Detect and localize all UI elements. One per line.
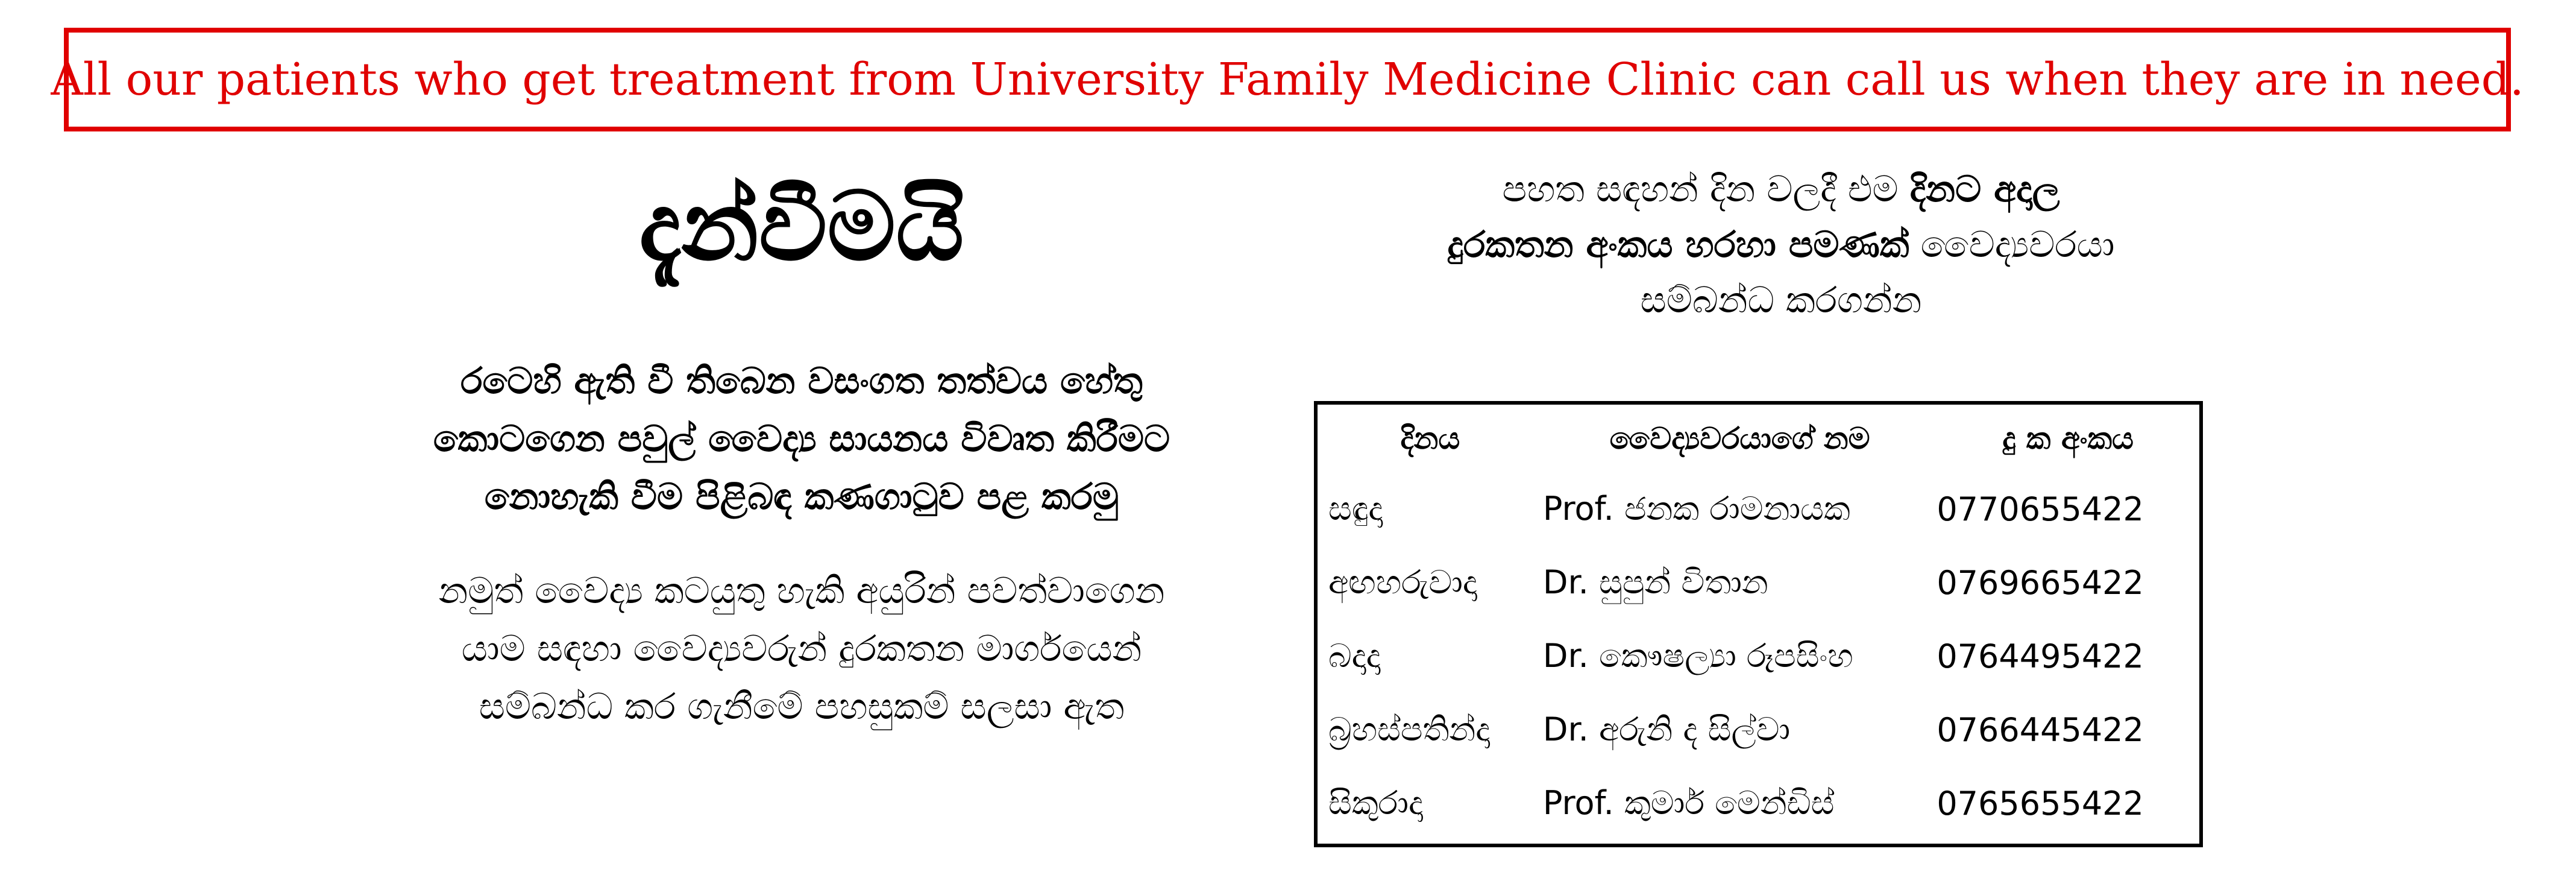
notice-section: [289, 171, 1314, 736]
day-cell: සිකුරාදා: [1328, 784, 1424, 822]
service-line: යාම සඳහා වෛද්‍යවරුන් දුරකතන මාර්ගයෙන්: [461, 627, 1142, 670]
doctor-cell: Dr. අරුනි ද සිල්වා: [1542, 710, 1791, 748]
table-row: [1318, 766, 2199, 840]
table-header-row: [1318, 405, 2199, 472]
table-row: [1318, 546, 2199, 619]
day-cell: බදාදා: [1328, 637, 1381, 675]
doctor-cell: Prof. ජනක රාමනායක: [1542, 490, 1850, 528]
instruction-line-2: [1314, 217, 2248, 273]
phone-cell: 0765655422: [1937, 784, 2144, 823]
phone-cell: 0764495422: [1937, 637, 2144, 675]
schedule-table: [1318, 405, 2199, 840]
phone-cell: 0769665422: [1937, 563, 2144, 602]
phone-cell: 0770655422: [1937, 490, 2144, 528]
day-cell: බ්‍රහස්පතින්දා: [1328, 710, 1491, 748]
closure-line: රටෙහි ඇති වී තිබෙන වසංගත තත්වය හේතු: [460, 359, 1143, 402]
header-day: දිනය: [1400, 420, 1460, 456]
phone-cell: 0766445422: [1937, 710, 2144, 749]
doctor-cell: Dr. සුපුන් විතාන: [1542, 563, 1768, 601]
closure-line: නොහැකි වීම පිළිබඳ කණගාටුව පළ කරමු: [484, 475, 1119, 518]
notice-title: දැන්වීමයි: [639, 171, 964, 282]
instruction-bold: දිනට අදාල: [1909, 168, 2060, 210]
doctor-cell: Prof. කුමාර් මෙන්ඩිස්: [1542, 784, 1835, 822]
call-instructions: [1314, 162, 2248, 328]
banner-text: All our patients who get treatment from University Family Medicine Clinic can call us when they are in need.: [51, 54, 2524, 106]
announcement-banner: [51, 28, 2524, 131]
day-cell: අඟහරුවාදා: [1328, 563, 1477, 601]
phone-service-paragraph: [289, 562, 1314, 736]
instruction-bold: දුරකතන අංකය හරහා පමණක්: [1447, 224, 1909, 266]
service-line: සම්බන්ධ කර ගැනීමේ පහසුකම් සලසා ඇත: [479, 685, 1125, 728]
closure-paragraph: [289, 352, 1314, 526]
header-phone: දු ක අංකය: [2002, 420, 2134, 456]
header-doctor: වෛද්‍යවරයාගේ නම: [1609, 420, 1870, 456]
table-row: [1318, 472, 2199, 546]
doctor-cell: Dr. කෞෂල්‍යා රූපසිංහ: [1542, 637, 1853, 675]
doctor-schedule-table: [1314, 401, 2203, 847]
instruction-regular: වෛද්‍යවරයා: [1920, 224, 2115, 266]
instruction-line-3: සම්බන්ධ කරගන්න: [1640, 279, 1922, 321]
table-row: [1318, 693, 2199, 766]
instruction-regular: පහත සඳහන් දින වලදී එම: [1502, 168, 1899, 210]
service-line: නමුත් වෛද්‍ය කටයුතු හැකි අයුරින් පවත්වාගෙන: [438, 569, 1165, 612]
day-cell: සඳුදා: [1328, 490, 1383, 528]
instruction-line-1: [1314, 162, 2248, 217]
closure-line: කොටගෙන පවුල් වෛද්‍ය සායනය විවෘත කිරීමට: [433, 417, 1170, 460]
table-row: [1318, 619, 2199, 693]
